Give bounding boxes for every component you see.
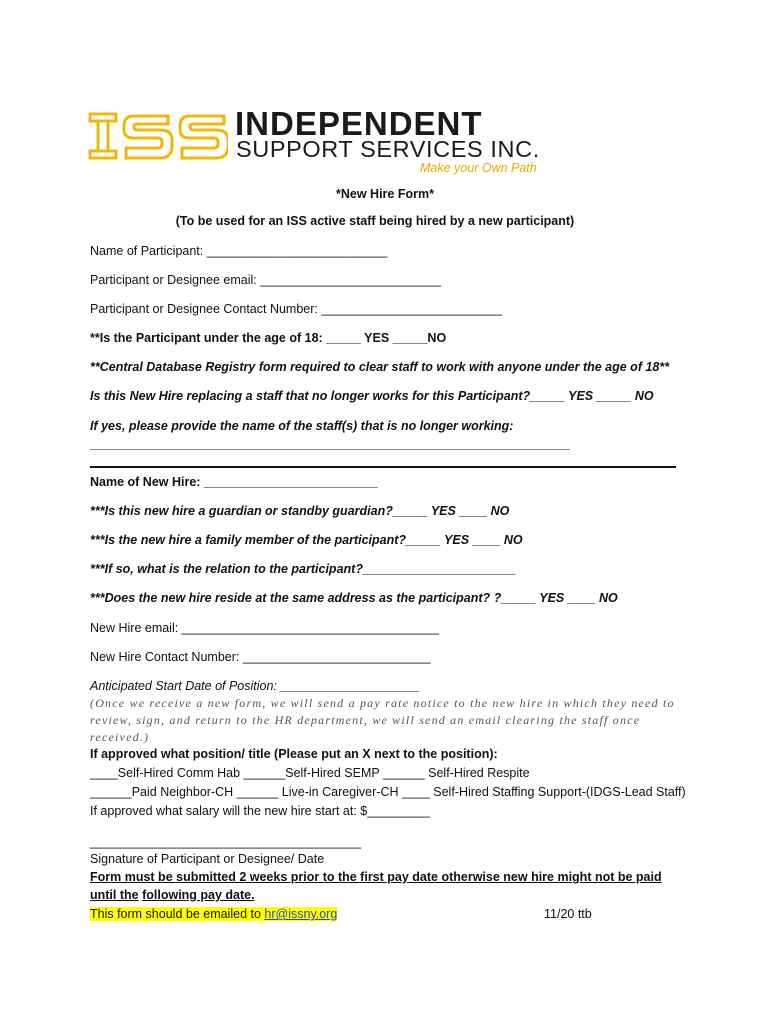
iss-logo-mark xyxy=(88,108,228,164)
deadline-notice-2 xyxy=(90,887,255,903)
participant-email-field[interactable]: Participant or Designee email: __________________________ xyxy=(90,273,441,287)
new-hire-name-field[interactable]: Name of New Hire: _________________________ xyxy=(90,475,378,489)
form-title: *New Hire Form* xyxy=(336,187,434,201)
staff-name-field[interactable]: _____________________________________________________________________ xyxy=(90,437,570,451)
deadline-until: until the xyxy=(90,888,139,902)
signature-field[interactable]: _______________________________________ xyxy=(90,835,362,849)
family-question[interactable]: ***Is the new hire a family member of the participant?_____ YES ____ NO xyxy=(90,533,523,547)
hr-email-link[interactable]: hr@issny.org xyxy=(264,907,338,921)
email-instruction xyxy=(90,906,337,922)
relation-question[interactable]: ***If so, what is the relation to the participant?______________________ xyxy=(90,562,516,576)
position-prompt: If approved what position/ title (Please put an X next to the position): xyxy=(90,747,498,761)
logo-subtitle: SUPPORT SERVICES INC. xyxy=(236,136,540,162)
replacing-question[interactable]: Is this New Hire replacing a staff that no longer works for this Participant?_____ YES _____ NO xyxy=(90,389,654,403)
address-question[interactable]: ***Does the new hire reside at the same address as the participant? ?_____ YES ____ NO xyxy=(90,591,618,605)
notice-line-1: (Once we receive a new form, we will send a pay rate notice to the new hire in which they need to xyxy=(90,696,675,710)
notice-line-2: review, sign, and return to the HR department, we will send an email clearing the staff once xyxy=(90,713,641,727)
notice-line-3: received.) xyxy=(90,730,150,744)
deadline-following: following pay date. xyxy=(142,888,255,902)
new-hire-phone-field[interactable]: New Hire Contact Number: ___________________________ xyxy=(90,650,431,664)
section-divider xyxy=(90,466,676,468)
staff-name-prompt: If yes, please provide the name of the staff(s) that is no longer working: xyxy=(90,419,514,433)
guardian-question[interactable]: ***Is this new hire a guardian or standby guardian?_____ YES ____ NO xyxy=(90,504,510,518)
new-hire-email-field[interactable]: New Hire email: _____________________________________ xyxy=(90,621,439,635)
company-logo xyxy=(88,105,558,176)
form-version: 11/20 ttb xyxy=(544,907,592,921)
position-options-2[interactable]: ______Paid Neighbor-CH ______ Live-in Caregiver-CH ____ Self-Hired Staffing Support-(IDGS-Lead Staff) xyxy=(90,785,686,799)
participant-phone-field[interactable]: Participant or Designee Contact Number: __________________________ xyxy=(90,302,503,316)
participant-name-field[interactable]: Name of Participant: __________________________ xyxy=(90,244,388,258)
logo-title: INDEPENDENT xyxy=(235,105,483,142)
registry-note: **Central Database Registry form required to clear staff to work with anyone under the age of 18** xyxy=(90,360,670,374)
form-subtitle: (To be used for an ISS active staff being hired by a new participant) xyxy=(175,214,575,228)
logo-tagline: Make your Own Path xyxy=(420,161,537,175)
start-date-field[interactable]: Anticipated Start Date of Position: ____________________ xyxy=(90,679,420,693)
position-options-1[interactable]: ____Self-Hired Comm Hab ______Self-Hired SEMP ______ Self-Hired Respite xyxy=(90,766,530,780)
age-question[interactable]: **Is the Participant under the age of 18: _____ YES _____NO xyxy=(90,331,447,345)
signature-label: Signature of Participant or Designee/ Date xyxy=(90,852,325,866)
deadline-notice: Form must be submitted 2 weeks prior to the first pay date otherwise new hire might not be paid xyxy=(90,870,662,884)
salary-field[interactable]: If approved what salary will the new hire start at: $_________ xyxy=(90,804,430,818)
email-prefix: This form should be emailed to xyxy=(90,907,261,921)
